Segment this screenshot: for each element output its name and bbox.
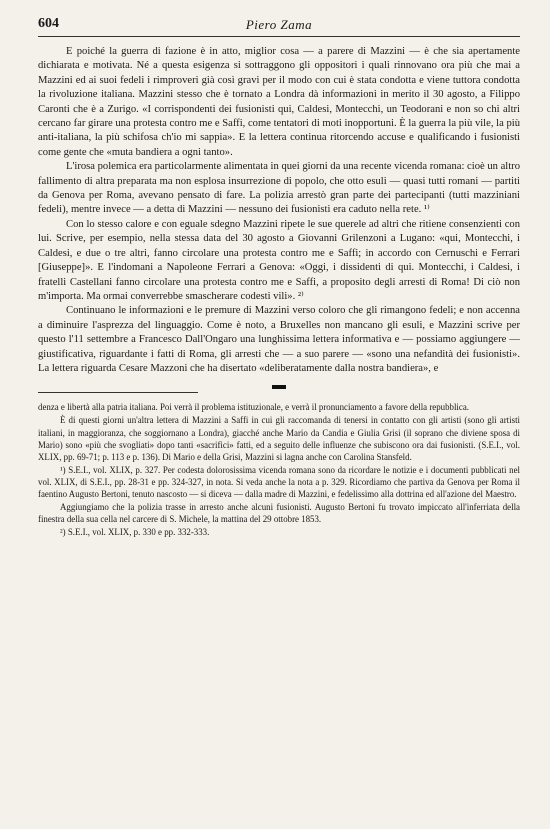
paragraph: Continuano le informazioni e le premure di Mazzini verso coloro che gli rimangono fedeli; e non accenna a diminuire l'asprezza del linguaggio. Come è noto, a Bruxelles non mancano gli esuli, e Mazzini scrive per questo l'11 settembre a Francesco Dall'Ongaro una lunghissima lettera informativa e — possiamo aggiungere — giustificativa, riguardante i fatti di Roma, gli arresti che — a suo parere — «sono una nefandità dei fusionisti». La lettera riguarda Cesare Mazzoni che ha disertato «deliberatamente dalla nostra bandiera», e [38,305,520,374]
mark-glyph [272,385,286,389]
footnote-paragraph: denza e libertà alla patria italiana. Poi verrà il problema istituzionale, e verrà il pronunciamento a favore della repubblica. [38,402,469,413]
paragraph: Con lo stesso calore e con eguale sdegno Mazzini ripete le sue querele ad altri che ritiene consenzienti con lui. Scrive, per esempio, nella stessa data del 30 agosto a Giovanni Grilenzoni a Lugano: «qui, Montecchi, i Caldesi, e due o tre altri, fanno circolare una protesta contro me e Saffi; in accordo con Cernuschi e Ferrari [Giuseppe]». E l'indomani a Napoleone Ferrari a Genova: «Oggi, i dissidenti di qui. Montecchi, i Caldesi, i fratelli Castellani fanno circolare una protesta contro me e Saffi, a proposito degli arresti di Roma! Di ciò non m'importa. Ma ormai converrebbe smascherare codesti vili». ²⁾ [38,218,520,302]
footnote-rule [38,392,198,393]
section-mark [38,376,520,386]
main-text [38,45,520,376]
paragraph: E poiché la guerra di fazione è in atto, miglior cosa — a parere di Mazzini — è che sia apertamente dichiarata e motivata. Né a questa esigenza si sottraggono gli oppositori i quali rinnovano ora più che mai a Mazzini ed ai suoi fedeli i rimproveri già così gravi per il modo con cui è stata condotta e viene tuttora condotta la rivoluzione italiana. Mazzini stesso che è tornato a Londra dà informazioni in merito il 30 agosto, a Filippo Caronti che è a Zurigo. «I corrispondenti dei fusionisti qui, Caldesi, Montecchi, un Teodorani e non so chi altri cercano far girare una protesta contro me e Saffi, come tentatori di moti inopportuni. È la guerra la più vile, la più anti-italiana, la più schifosa ch'io mi sappia». E la lettera continua ritorcendo accuse e qualificando i fusionisti come gente che «muta bandiera a ogni tanto». [38,46,520,158]
footnote-paragraph: ²) S.E.I., vol. XLIX, p. 330 e pp. 332-333. [60,527,210,538]
footnote-paragraph: È di questi giorni un'altra lettera di Mazzini a Saffi in cui gli raccomanda di tenersi in contatto con gli artisti (sono gli artisti italiani, in maggioranza, che soggiornano a Londra), giacché anche Mario da Candia e Giulia Grisi (il soprano che diviene sposa di Mario) sono «più che svogliati» dopo tanti «sacrifici» fatti, ed a seguito delle influenze che subiscono ora dai fusionisti. (S.E.I., vol. XLIX, pp. 69-71; p. 113 e p. 136). Di Mario e della Grisi, Mazzini si lagna anche con Carolina Stansfeld. [38,415,520,462]
footnote-paragraph: ¹) S.E.I., vol. XLIX, p. 327. Per codesta dolorosissima vicenda romana sono da ricordare le notizie e i documenti pubblicati nel vol. XLIX, di S.E.I., pp. 28-31 e pp. 324-327, in nota. Si veda anche la nota a p. 329. Ricordiamo che partiva da Genova per Roma il faentino Augusto Bertoni, tenuto nascosto — si diceva — dalla madre di Mazzini, e fedelissimo alla dottrina ed all'azione del Maestro. [38,464,520,499]
running-head: Piero Zama [245,17,313,32]
footnotes [38,401,520,538]
page-number: 604 [38,16,59,31]
paragraph: L'irosa polemica era particolarmente alimentata in quei giorni da una recente vicenda romana: cioè un altro fallimento di altra preparata ma non esplosa insurrezione di popolo, che otto esuli — quasi tutti romani — partiti da Genova per Roma, avevano pensato di fare. La polizia arrestò gran parte dei partecipanti (tutti mazziniani fedeli), mentre invece — a detta di Mazzini — nessuno dei fusionisti era caduto nella rete. ¹⁾ [38,161,521,216]
footnote-paragraph: Aggiungiamo che la polizia trasse in arresto anche alcuni fusionisti. Augusto Bertoni fu trovato impiccato all'inferriata della finestra della sua cella nel carcere di S. Michele, la mattina del 29 ottobre 1853. [38,502,520,525]
page-header [38,16,520,37]
